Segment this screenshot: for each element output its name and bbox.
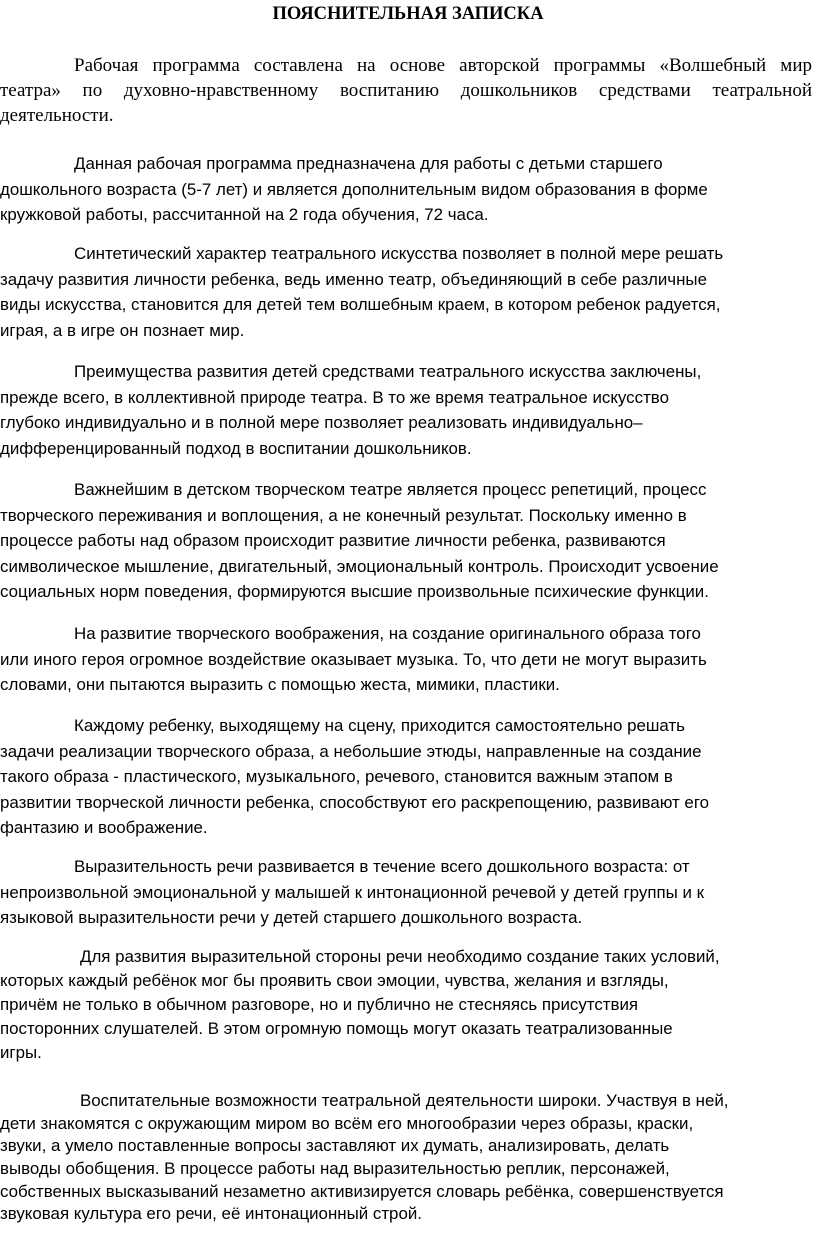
- paragraph-line: глубоко индивидуально и в полной мере позволяет реализовать индивидуально–: [0, 413, 643, 432]
- paragraph-4: [0, 359, 816, 461]
- paragraph-line: дети знакомятся с окружающим миром во всём его многообразии через образы, краски,: [0, 1113, 694, 1133]
- paragraph-line: процессе работы над образом происходит развитие личности ребенка, развиваются: [0, 531, 666, 550]
- paragraph-line: Рабочая программа составлена на основе авторской программы «Волшебный мир: [74, 55, 812, 76]
- paragraph-line: Синтетический характер театрального искусства позволяет в полной мере решать: [74, 244, 724, 263]
- paragraph-line: такого образа - пластического, музыкального, речевого, становится важным этапом в: [0, 767, 673, 786]
- paragraph-line: звуки, а умело поставленные вопросы заставляют их думать, анализировать, делать: [0, 1136, 670, 1156]
- paragraph-line: Для развития выразительной стороны речи необходимо создание таких условий,: [80, 947, 720, 966]
- paragraph-line: развитии творческой личности ребенка, способствуют его раскрепощению, развивают его: [0, 792, 710, 812]
- paragraph-line: театра» по духовно-нравственному воспитанию дошкольников средствами театральной: [0, 80, 812, 101]
- paragraph-3: [0, 241, 816, 343]
- paragraph-7: [0, 713, 816, 841]
- paragraph-line: задачи реализации творческого образа, а небольшие этюды, направленные на создание: [0, 741, 702, 761]
- paragraph-line: На развитие творческого воображения, на создание оригинального образа того: [74, 624, 701, 643]
- paragraph-line: посторонних слушателей. В этом огромную помощь могут оказать театрализованные: [0, 1019, 673, 1038]
- paragraph-6: [0, 621, 816, 698]
- paragraph-line: Каждому ребенку, выходящему на сцену, приходится самостоятельно решать: [74, 716, 685, 735]
- paragraph-line: собственных высказываний незаметно активизируется словарь ребёнка, совершенствуется: [0, 1181, 724, 1201]
- paragraph-line: Данная рабочая программа предназначена для работы с детьми старшего: [74, 154, 663, 173]
- paragraph-line: игры.: [0, 1043, 42, 1062]
- paragraph-line: фантазию и воображение.: [0, 818, 208, 837]
- paragraph-line: задачу развития личности ребенка, ведь именно театр, объединяющий в себе различные: [0, 269, 707, 289]
- paragraph-line: кружковой работы, рассчитанной на 2 года обучения, 72 часа.: [0, 205, 489, 224]
- paragraph-line: прежде всего, в коллективной природе театра. В то же время театральное искусство: [0, 387, 669, 407]
- paragraph-line: дошкольного возраста (5-7 лет) и является дополнительным видом образования в форме: [0, 179, 708, 199]
- paragraph-line: выводы обобщения. В процессе работы над выразительностью реплик, персонажей,: [0, 1159, 670, 1179]
- paragraph-line: или иного героя огромное воздействие оказывает музыка. То, что дети не могут выразить: [0, 649, 707, 669]
- paragraph-line: виды искусства, становится для детей тем волшебным краем, в котором ребенок радуется,: [0, 295, 721, 314]
- paragraph-1: [0, 53, 816, 128]
- paragraph-line: социальных норм поведения, формируются высшие произвольные психические функции.: [0, 582, 709, 601]
- paragraph-line: словами, они пытаются выразить с помощью жеста, мимики, пластики.: [0, 675, 560, 694]
- paragraph-line: Воспитательные возможности театральной деятельности широки. Участвуя в ней,: [80, 1091, 729, 1110]
- paragraph-line: символическое мышление, двигательный, эмоциональный контроль. Происходит усвоение: [0, 556, 719, 576]
- paragraph-line: Выразительность речи развивается в течение всего дошкольного возраста: от: [74, 857, 690, 876]
- paragraph-line: деятельности.: [0, 105, 114, 126]
- paragraph-line: дифференцированный подход в воспитании дошкольников.: [0, 438, 472, 458]
- paragraph-line: Преимущества развития детей средствами театрального искусства заключены,: [74, 362, 702, 381]
- paragraph-line: играя, а в игре он познает мир.: [0, 320, 245, 340]
- paragraph-9: [0, 945, 816, 1065]
- paragraph-line: Важнейшим в детском творческом театре является процесс репетиций, процесс: [74, 480, 707, 499]
- paragraph-10: [0, 1090, 816, 1226]
- paragraph-8: [0, 854, 816, 931]
- paragraph-5: [0, 477, 816, 605]
- paragraph-line: непроизвольной эмоциональной у малышей к интонационной речевой у детей группы и к: [0, 882, 704, 902]
- paragraph-line: языковой выразительности речи у детей старшего дошкольного возраста.: [0, 908, 583, 927]
- paragraph-line: творческого переживания и воплощения, а не конечный результат. Поскольку именно в: [0, 505, 687, 525]
- paragraph-2: [0, 151, 816, 228]
- paragraph-line: которых каждый ребёнок мог бы проявить свои эмоции, чувства, желания и взгляды,: [0, 971, 669, 990]
- paragraph-line: причём не только в обычном разговоре, но и публично не стесняясь присутствия: [0, 995, 639, 1014]
- page-title: ПОЯСНИТЕЛЬНАЯ ЗАПИСКА: [272, 4, 544, 24]
- paragraph-line: звуковая культура его речи, её интонационный строй.: [0, 1204, 422, 1224]
